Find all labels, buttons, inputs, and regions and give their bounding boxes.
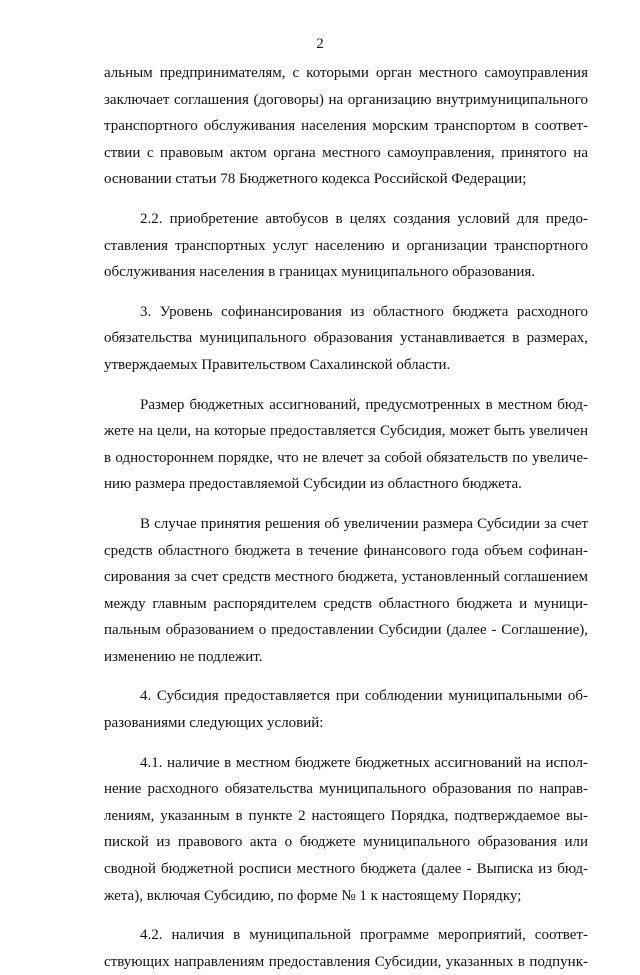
- paragraph: [104, 206, 588, 286]
- paragraph: [104, 511, 588, 671]
- text-line: жета), включая Субсидию, по форме № 1 к настоящему Порядку;: [104, 887, 522, 904]
- text-line: разованиями следующих условий:: [104, 715, 324, 732]
- text-line: 3. Уровень софинансирования из областного бюджета расходного: [140, 303, 588, 320]
- text-line: ствующих направлениям предоставления Субсидии, указанных в подпунк-: [104, 953, 588, 970]
- text-line: изменению не подлежит.: [104, 648, 263, 665]
- text-line: пальным образованием о предоставлении Субсидии (далее - Соглашение),: [104, 622, 588, 639]
- text-line: пиской из правового акта о бюджете муниципального образования или: [104, 834, 588, 851]
- text-line: обязательства муниципального образования устанавливается в размерах,: [104, 330, 588, 347]
- text-line: в одностороннем порядке, что не влечет за собой обязательств по увеличе-: [104, 449, 588, 466]
- text-line: нию размера предоставляемой Субсидии из областного бюджета.: [104, 476, 522, 493]
- paragraph: [104, 299, 588, 379]
- text-line: 4.2. наличия в муниципальной программе мероприятий, соответ-: [140, 927, 588, 944]
- text-line: 4. Субсидия предоставляется при соблюдении муниципальными об-: [140, 688, 588, 705]
- text-line: Размер бюджетных ассигнований, предусмотренных в местном бюд-: [140, 396, 588, 413]
- page-number: 2: [316, 36, 324, 52]
- text-line: обслуживания населения в границах муниципального образования.: [104, 264, 536, 281]
- text-line: утверждаемых Правительством Сахалинской области.: [104, 356, 451, 373]
- text-line: В случае принятия решения об увеличении размера Субсидии за счет: [140, 515, 588, 532]
- document-body: [104, 60, 588, 975]
- text-line: 4.1. наличие в местном бюджете бюджетных ассигнований на испол-: [140, 754, 588, 771]
- text-line: 2.2. приобретение автобусов в целях создания условий для предо-: [140, 210, 588, 227]
- text-line: нение расходного обязательства муниципального образования по направ-: [104, 781, 588, 798]
- text-line: ставления транспортных услуг населению и организации транспортного: [104, 237, 588, 254]
- text-line: ствии с правовым актом органа местного самоуправления, принятого на: [104, 144, 588, 161]
- text-line: жете на цели, на которые предоставляется Субсидия, может быть увеличен: [104, 423, 588, 440]
- text-line: лениям, указанным в пункте 2 настоящего Порядка, подтверждаемое вы-: [104, 807, 588, 824]
- paragraph: [104, 683, 588, 736]
- text-line: сводной бюджетной росписи местного бюджета (далее - Выписка из бюд-: [104, 861, 588, 878]
- paragraph: [104, 392, 588, 498]
- text-line: альным предпринимателям, с которыми орган местного самоуправления: [104, 65, 588, 81]
- text-line: между главным распорядителем средств областного бюджета и муници-: [104, 595, 588, 612]
- text-line: средств областного бюджета в течение финансового года объем софинан-: [104, 542, 588, 559]
- text-line: основании статьи 78 Бюджетного кодекса Российской Федерации;: [104, 171, 527, 188]
- text-line: сирования за счет средств местного бюджета, установленный соглашением: [104, 569, 588, 586]
- paragraph: [104, 922, 588, 975]
- text-line: транспортного обслуживания населения морским транспортом в соответ-: [104, 118, 588, 135]
- text-line: заключает соглашения (договоры) на организацию внутримуниципального: [104, 91, 588, 108]
- paragraph: [104, 60, 588, 193]
- paragraph: [104, 750, 588, 910]
